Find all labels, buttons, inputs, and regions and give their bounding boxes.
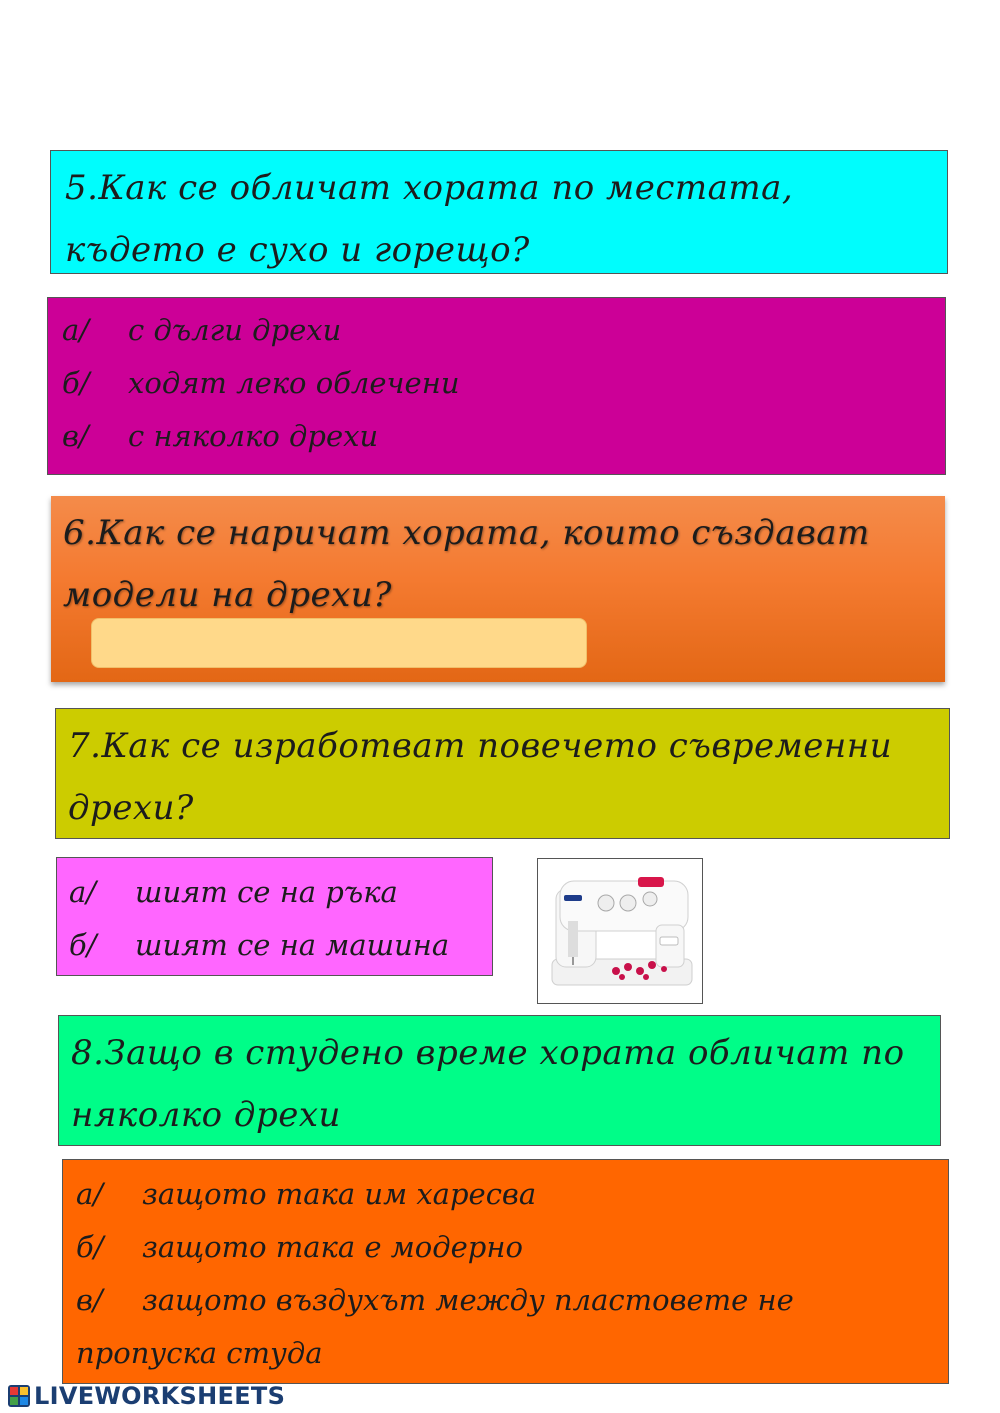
option-marker: б/ [76, 1230, 104, 1264]
question-8-text: 8.Защо в студено време хората обличат по няколко дрехи [71, 1033, 905, 1135]
answer-6-input[interactable] [91, 618, 587, 668]
liveworksheets-badge-icon [8, 1385, 30, 1407]
option-label: ходят леко облечени [128, 366, 460, 400]
question-6-box [51, 496, 945, 682]
option-label: с няколко дрехи [128, 419, 379, 453]
option-8a [76, 1168, 536, 1221]
sewing-machine-image [537, 858, 703, 1004]
liveworksheets-logo [8, 1381, 285, 1411]
option-marker: а/ [69, 875, 97, 909]
sewing-machine-icon [538, 859, 702, 1003]
option-5c [62, 410, 378, 463]
option-label: шият се на ръка [135, 875, 398, 909]
question-5-text: 5.Как се обличат хората по местата, където е сухо и горещо? [65, 168, 794, 270]
option-label: защото така им харесва [142, 1177, 537, 1211]
option-marker: в/ [76, 1283, 103, 1317]
option-marker: б/ [62, 366, 90, 400]
option-5b [62, 357, 460, 410]
option-marker: в/ [62, 419, 89, 453]
option-marker: а/ [62, 313, 90, 347]
option-marker: б/ [69, 928, 97, 962]
option-8b [76, 1221, 523, 1274]
question-6-text: 6.Как се наричат хората, които създават модели на дрехи? [63, 513, 870, 615]
liveworksheets-logo-text: LIVEWORKSHEETS [34, 1382, 286, 1410]
question-7-box [55, 708, 950, 839]
question-8-box [58, 1015, 941, 1146]
option-label: защото така е модерно [142, 1230, 523, 1264]
option-7b [69, 919, 449, 972]
option-label: защото въздухът между пластовете не [142, 1283, 794, 1317]
question-8-options [62, 1159, 949, 1384]
option-5a [62, 304, 341, 357]
option-7a [69, 866, 398, 919]
option-8c [76, 1274, 794, 1327]
option-8c-continuation: пропуска студа [76, 1336, 323, 1370]
question-5-box [50, 150, 948, 274]
question-7-text: 7.Как се изработват повечето съвременни дрехи? [68, 726, 893, 828]
option-marker: а/ [76, 1177, 104, 1211]
question-7-options [56, 857, 493, 976]
option-label: шият се на машина [135, 928, 450, 962]
option-label: с дълги дрехи [128, 313, 342, 347]
question-5-options [47, 297, 946, 475]
